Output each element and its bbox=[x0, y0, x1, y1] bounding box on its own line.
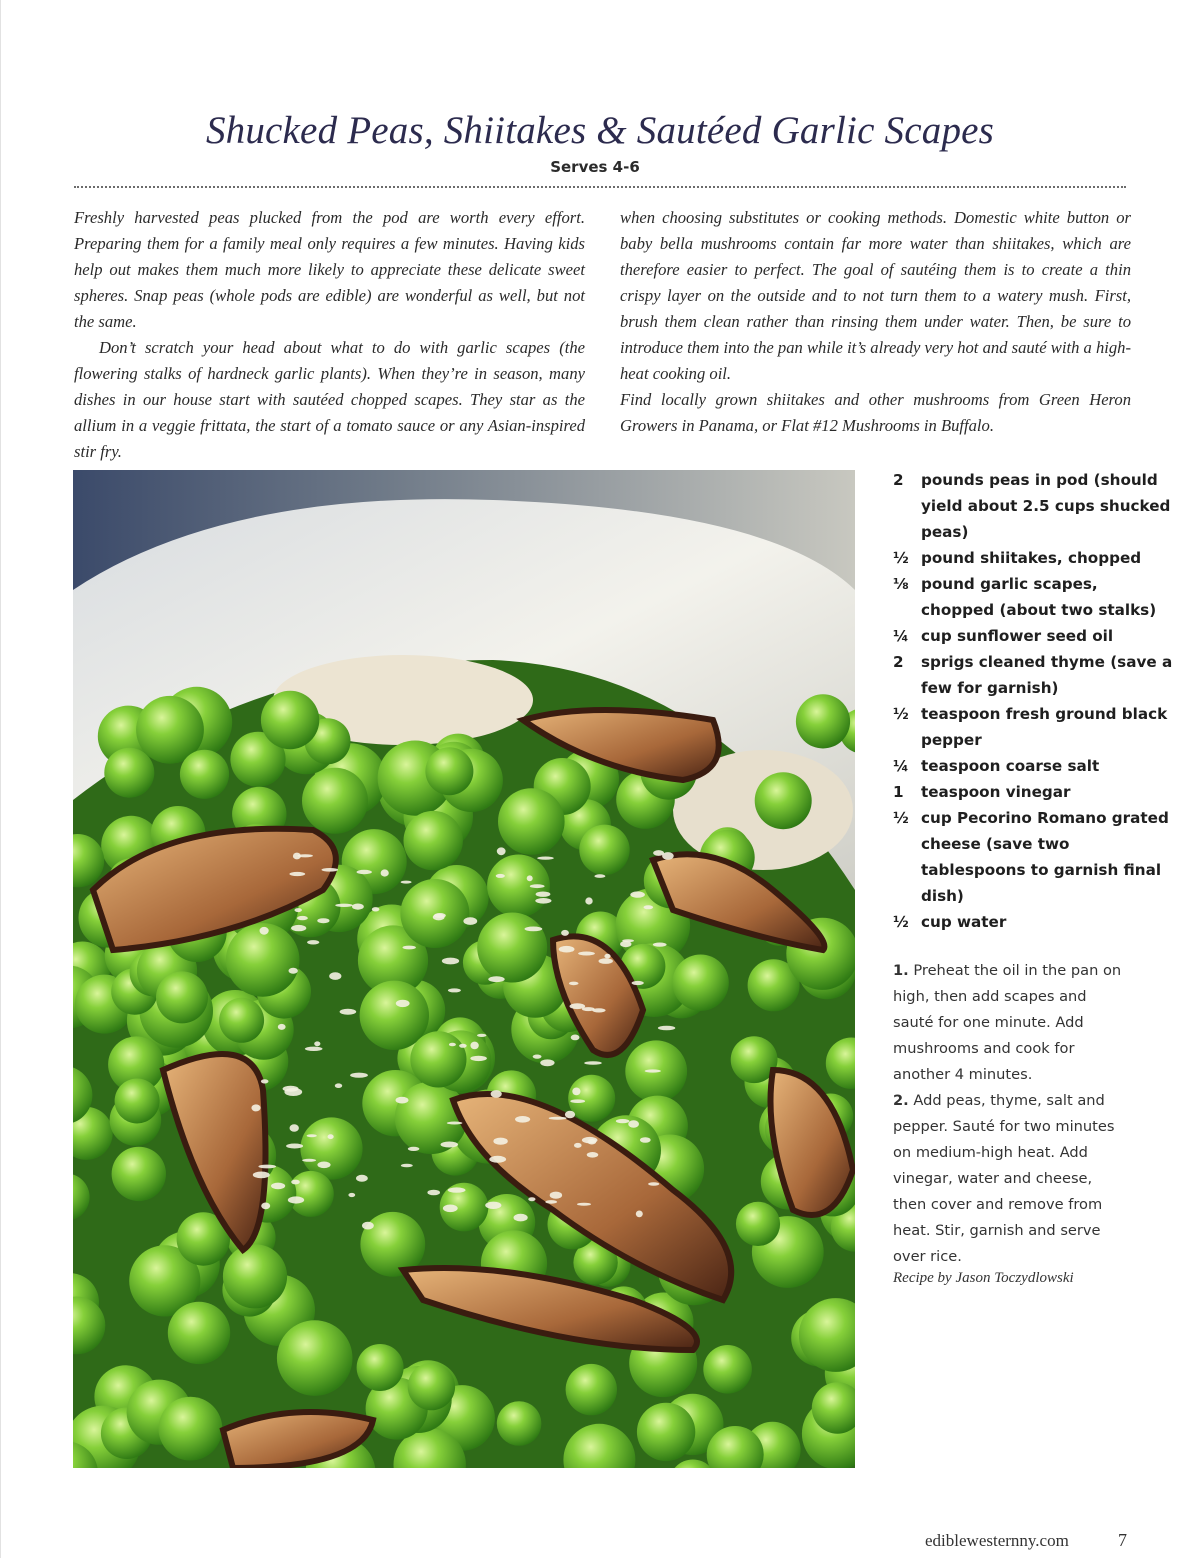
pea bbox=[404, 811, 463, 870]
grated-cheese bbox=[335, 1083, 342, 1088]
grated-cheese bbox=[441, 1142, 459, 1148]
grated-cheese bbox=[401, 881, 412, 884]
grated-cheese bbox=[307, 940, 319, 944]
grated-cheese bbox=[427, 1190, 440, 1196]
ingredient-qty: 2 bbox=[893, 653, 904, 671]
pea bbox=[400, 879, 469, 948]
ingredient-text: cup water bbox=[921, 913, 1007, 931]
grated-cheese bbox=[569, 982, 579, 986]
ingredient-text: pounds peas in pod (should yield about 2.5 cups shucked peas) bbox=[921, 471, 1171, 541]
grated-cheese bbox=[443, 1205, 458, 1213]
grated-cheese bbox=[549, 1117, 567, 1120]
step-number: 2. bbox=[893, 1092, 909, 1109]
grated-cheese bbox=[258, 1165, 276, 1169]
page-edge bbox=[0, 0, 1, 1558]
intro-paragraph: Freshly harvested peas plucked from the pod are worth every effort. Preparing them for a family meal only requires a few minutes. Having kids help out makes them much more likely to appreciate these delicate sweet spheres. Snap peas (whole pods are edible) are wonderful as well, but not the same. bbox=[74, 208, 585, 331]
ingredient-qty: ½ bbox=[893, 913, 909, 931]
direction-step bbox=[893, 958, 1129, 1088]
grated-cheese bbox=[530, 884, 545, 888]
ingredient-item bbox=[893, 909, 1173, 935]
grated-cheese bbox=[537, 857, 554, 860]
ingredient-qty: ½ bbox=[893, 809, 909, 827]
pea bbox=[796, 694, 850, 748]
pea bbox=[477, 913, 547, 983]
grated-cheese bbox=[620, 941, 631, 947]
directions bbox=[893, 958, 1129, 1270]
grated-cheese bbox=[348, 1193, 355, 1197]
grated-cheese bbox=[291, 1180, 300, 1185]
pea bbox=[703, 1345, 752, 1394]
ingredient-text: pound garlic scapes, chopped (about two stalks) bbox=[921, 575, 1157, 619]
grated-cheese bbox=[328, 1134, 334, 1139]
grated-cheese bbox=[396, 1000, 410, 1007]
pea bbox=[300, 1117, 362, 1179]
grated-cheese bbox=[381, 869, 389, 876]
pea bbox=[579, 825, 629, 875]
pea bbox=[736, 1202, 780, 1246]
recipe-title: Shucked Peas, Shiitakes & Sautéed Garlic Scapes bbox=[205, 109, 995, 152]
grated-cheese bbox=[527, 875, 533, 881]
ingredient-item bbox=[893, 649, 1173, 701]
grated-cheese bbox=[261, 1203, 270, 1210]
pea bbox=[112, 1147, 166, 1201]
grated-cheese bbox=[565, 1111, 575, 1118]
ingredient-qty: ¼ bbox=[893, 627, 909, 645]
grated-cheese bbox=[448, 988, 461, 992]
grated-cheese bbox=[340, 1009, 357, 1015]
grated-cheese bbox=[357, 870, 372, 874]
grated-cheese bbox=[636, 1211, 643, 1218]
pea bbox=[357, 1344, 404, 1391]
ingredient-text: cup Pecorino Romano grated cheese (save two tablespoons to garnish final dish) bbox=[921, 809, 1169, 905]
grated-cheese bbox=[658, 1026, 675, 1031]
ingredient-item bbox=[893, 779, 1173, 805]
ingredient-text: pound shiitakes, chopped bbox=[921, 549, 1142, 567]
grated-cheese bbox=[640, 1137, 651, 1143]
grated-cheese bbox=[293, 853, 301, 860]
grated-cheese bbox=[448, 1187, 466, 1192]
ingredient-item bbox=[893, 545, 1173, 571]
ingredients-list bbox=[893, 467, 1173, 935]
grated-cheese bbox=[533, 1055, 542, 1059]
grated-cheese bbox=[578, 952, 595, 956]
pea bbox=[261, 691, 319, 749]
ingredient-text: teaspoon fresh ground black pepper bbox=[921, 705, 1168, 749]
grated-cheese bbox=[307, 1134, 317, 1137]
grated-cheese bbox=[550, 1192, 562, 1199]
ingredient-qty: ½ bbox=[893, 705, 909, 723]
grated-cheese bbox=[356, 1175, 368, 1182]
ingredient-text: teaspoon vinegar bbox=[921, 783, 1071, 801]
grated-cheese bbox=[329, 972, 341, 980]
direction-step bbox=[893, 1088, 1129, 1270]
pea bbox=[408, 1363, 455, 1410]
grated-cheese bbox=[491, 1090, 502, 1098]
grated-cheese bbox=[396, 1097, 409, 1104]
ingredient-item bbox=[893, 753, 1173, 779]
grated-cheese bbox=[628, 1120, 639, 1127]
grated-cheese bbox=[350, 1073, 368, 1078]
grated-cheese bbox=[489, 1156, 506, 1163]
recipe-credit: Recipe by Jason Toczydlowski bbox=[893, 1270, 1074, 1286]
ingredient-text: sprigs cleaned thyme (save a few for garnish) bbox=[921, 653, 1173, 697]
grated-cheese bbox=[545, 1200, 557, 1204]
grated-cheese bbox=[278, 1024, 286, 1030]
pea bbox=[277, 1320, 353, 1396]
grated-cheese bbox=[577, 1203, 591, 1206]
ingredient-qty: ⅛ bbox=[893, 575, 909, 593]
ingredient-item bbox=[893, 805, 1173, 909]
grated-cheese bbox=[592, 1008, 605, 1012]
pea bbox=[566, 1364, 617, 1415]
grated-cheese bbox=[297, 916, 308, 920]
grated-cheese bbox=[260, 927, 269, 935]
footer-website: ediblewesternny.com bbox=[925, 1531, 1069, 1550]
grated-cheese bbox=[584, 1061, 602, 1065]
grated-cheese bbox=[662, 852, 674, 860]
ingredient-item bbox=[893, 623, 1173, 649]
dotted-divider bbox=[74, 186, 1126, 188]
grated-cheese bbox=[488, 976, 504, 982]
grated-cheese bbox=[645, 1069, 661, 1072]
ingredient-item bbox=[893, 571, 1173, 623]
grated-cheese bbox=[525, 927, 543, 932]
ingredient-qty: 1 bbox=[893, 783, 904, 801]
grated-cheese bbox=[528, 1197, 535, 1201]
grated-cheese bbox=[271, 1183, 285, 1190]
ingredient-item bbox=[893, 701, 1173, 753]
grated-cheese bbox=[261, 1079, 269, 1083]
pea bbox=[219, 998, 264, 1043]
grated-cheese bbox=[536, 892, 551, 897]
grated-cheese bbox=[514, 1214, 528, 1222]
grated-cheese bbox=[497, 847, 506, 855]
intro-paragraph: when choosing substitutes or cooking methods. Domestic white button or baby bella mushrooms contain far more water than shiitakes, which are therefore easier to perfect. The goal of sautéing them is to create a thin crispy layer on the outside and to not turn them to a watery mush. First, brush them clean rather than rinsing them under water. Then, be sure to introduce them into the pan while it’s already very hot and sauté with a high-heat cooking oil. bbox=[620, 208, 1131, 383]
servings: Serves 4-6 bbox=[550, 158, 640, 176]
grated-cheese bbox=[653, 943, 667, 947]
pea bbox=[168, 1302, 230, 1364]
grated-cheese bbox=[447, 1122, 463, 1125]
grated-cheese bbox=[291, 925, 306, 931]
grated-cheese bbox=[288, 1196, 304, 1203]
grated-cheese bbox=[470, 1042, 478, 1050]
grated-cheese bbox=[587, 1139, 596, 1145]
grated-cheese bbox=[540, 1059, 554, 1066]
ingredient-qty: 2 bbox=[893, 471, 904, 489]
grated-cheese bbox=[317, 918, 329, 923]
grated-cheese bbox=[314, 1041, 320, 1046]
grated-cheese bbox=[574, 1143, 582, 1148]
intro-column-left bbox=[74, 205, 585, 491]
grated-cheese bbox=[571, 1035, 580, 1041]
pea bbox=[410, 1031, 466, 1087]
grated-cheese bbox=[496, 874, 505, 878]
pea bbox=[104, 748, 154, 798]
grated-cheese bbox=[305, 1047, 323, 1051]
pea bbox=[302, 768, 368, 834]
grated-cheese bbox=[599, 958, 613, 964]
step-text: Add peas, thyme, salt and pepper. Sauté for two minutes on medium-high heat. Add vinegar, water and cheese, then cover and remove from heat. Stir, garnish and serve over rice. bbox=[893, 1092, 1115, 1265]
grated-cheese bbox=[352, 904, 364, 910]
dish-photo-illustration bbox=[73, 470, 855, 1468]
step-text: Preheat the oil in the pan on high, then add scapes and sauté for one minute. Add mushrooms and cook for another 4 minutes. bbox=[893, 962, 1122, 1083]
grated-cheese bbox=[570, 1099, 585, 1103]
grated-cheese bbox=[322, 868, 339, 872]
pea bbox=[672, 955, 728, 1011]
ingredient-item bbox=[893, 467, 1173, 545]
grated-cheese bbox=[630, 891, 645, 897]
step-number: 1. bbox=[893, 962, 909, 979]
grated-cheese bbox=[403, 946, 416, 950]
grated-cheese bbox=[493, 1138, 507, 1145]
grated-cheese bbox=[290, 1124, 299, 1132]
grated-cheese bbox=[362, 1222, 374, 1230]
intro-paragraph: Find locally grown shiitakes and other mushrooms from Green Heron Growers in Panama, or Flat #12 Mushrooms in Buffalo. bbox=[620, 390, 1131, 435]
grated-cheese bbox=[251, 1104, 260, 1111]
pea bbox=[568, 1075, 615, 1122]
ingredient-qty: ¼ bbox=[893, 757, 909, 775]
grated-cheese bbox=[644, 905, 654, 909]
intro-column-right bbox=[620, 205, 1131, 439]
grated-cheese bbox=[463, 917, 477, 925]
grated-cheese bbox=[587, 1152, 599, 1158]
grated-cheese bbox=[515, 1116, 530, 1123]
grated-cheese bbox=[335, 904, 353, 907]
pea bbox=[755, 772, 812, 829]
grated-cheese bbox=[477, 1034, 486, 1037]
grated-cheese bbox=[572, 1088, 580, 1096]
pea bbox=[223, 1244, 287, 1308]
grated-cheese bbox=[570, 1003, 586, 1009]
grated-cheese bbox=[632, 981, 644, 985]
grated-cheese bbox=[302, 1159, 316, 1162]
grated-cheese bbox=[561, 930, 569, 936]
grated-cheese bbox=[648, 1182, 659, 1185]
ingredient-text: cup sunflower seed oil bbox=[921, 627, 1114, 645]
grated-cheese bbox=[433, 914, 445, 921]
grated-cheese bbox=[408, 1147, 420, 1151]
grated-cheese bbox=[295, 908, 302, 912]
grated-cheese bbox=[289, 968, 298, 974]
grated-cheese bbox=[535, 898, 551, 904]
pea bbox=[156, 971, 208, 1023]
grated-cheese bbox=[286, 1144, 303, 1149]
pea bbox=[159, 1397, 223, 1461]
grated-cheese bbox=[585, 897, 592, 904]
grated-cheese bbox=[604, 954, 610, 959]
grated-cheese bbox=[459, 1044, 467, 1048]
grated-cheese bbox=[470, 1056, 487, 1061]
grated-cheese bbox=[559, 946, 575, 953]
grated-cheese bbox=[401, 1164, 413, 1168]
pea bbox=[425, 747, 473, 795]
grated-cheese bbox=[594, 874, 605, 878]
grated-cheese bbox=[616, 1119, 630, 1123]
pea bbox=[115, 1079, 160, 1124]
grated-cheese bbox=[442, 958, 459, 965]
ingredient-text: teaspoon coarse salt bbox=[921, 757, 1100, 775]
pea bbox=[180, 750, 229, 799]
grated-cheese bbox=[449, 1043, 456, 1047]
pea bbox=[637, 1403, 695, 1461]
grated-cheese bbox=[283, 1086, 299, 1092]
dish-photo bbox=[73, 470, 855, 1468]
grated-cheese bbox=[372, 907, 380, 911]
intro-paragraph: Don’t scratch your head about what to do with garlic scapes (the flowering stalks of hardneck garlic plants). When they’re in season, many dishes in our house start with sautéed chopped scapes. They star as the allium in a veggie frittata, the start of a tomato sauce or any Asian-inspired stir fry. bbox=[74, 338, 585, 461]
grated-cheese bbox=[317, 1162, 330, 1169]
pea bbox=[497, 1401, 542, 1446]
grated-cheese bbox=[253, 1172, 270, 1179]
ingredient-qty: ½ bbox=[893, 549, 909, 567]
grated-cheese bbox=[485, 1202, 501, 1209]
pea bbox=[498, 788, 565, 855]
grated-cheese bbox=[289, 872, 305, 876]
page-number: 7 bbox=[1118, 1530, 1127, 1550]
